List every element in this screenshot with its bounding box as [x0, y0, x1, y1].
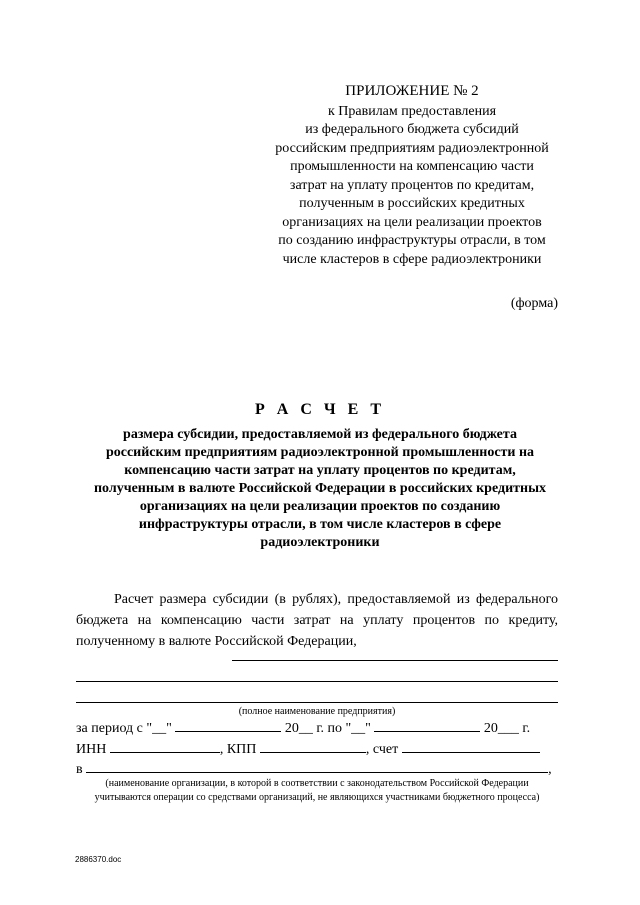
period-end-field[interactable]: [374, 719, 480, 732]
subtitle-line: размера субсидии, предоставляемой из федерального бюджета: [123, 427, 517, 442]
appendix-line: промышленности на компенсацию части: [290, 159, 534, 174]
inn-label: ИНН: [76, 742, 107, 757]
subtitle-line: полученным в валюте Российской Федерации в российских кредитных: [93, 481, 547, 496]
calculation-paragraph: [76, 589, 558, 652]
kpp-field[interactable]: [260, 740, 366, 753]
period-middle: 20__ г. по "__": [284, 721, 371, 736]
bank-row: [76, 760, 558, 778]
document-heading: Р А С Ч Е Т: [255, 401, 385, 418]
enterprise-name-field-3[interactable]: [76, 702, 558, 703]
appendix-line: полученным в российских кредитных: [299, 196, 525, 211]
form-label: (форма): [510, 296, 558, 311]
org-caption-line: (наименование организации, в которой в соответствии с законодательством Российской Федерации: [105, 778, 529, 789]
enterprise-caption: (полное наименование предприятия): [238, 706, 396, 717]
bank-prefix: в: [76, 762, 83, 777]
appendix-title: ПРИЛОЖЕНИЕ № 2: [345, 83, 479, 99]
appendix-header: [262, 82, 562, 269]
enterprise-name-field-2[interactable]: [76, 681, 558, 682]
subtitle-line: компенсацию части затрат на уплату процентов по кредитам,: [124, 463, 516, 478]
paragraph-text: Расчет размера субсидии (в рублях), предоставляемой из федерального бюджета на компенсацию части затрат на уплату процентов по кредиту, полученному в валюте Российской Федерации,: [76, 592, 558, 649]
period-row: [76, 719, 530, 737]
bank-suffix: ,: [548, 762, 552, 777]
ids-row: [76, 740, 540, 758]
enterprise-name-field[interactable]: [232, 660, 558, 661]
appendix-line: числе кластеров в сфере радиоэлектроники: [282, 251, 542, 267]
document-subtitle: [75, 426, 565, 552]
organization-caption: [56, 777, 578, 805]
appendix-line: российским предприятиям радиоэлектронной: [275, 140, 549, 156]
account-label: , счет: [365, 742, 399, 757]
kpp-label: , КПП: [219, 742, 257, 757]
inn-field[interactable]: [110, 740, 220, 753]
subtitle-line: организациях на цели реализации проектов по созданию: [139, 499, 501, 514]
subtitle-line: инфраструктуры отрасли, в том числе кластеров в сфере: [138, 517, 502, 532]
appendix-line: по созданию инфраструктуры отрасли, в том: [278, 233, 546, 248]
period-prefix: за период с "__": [76, 721, 172, 736]
org-caption-line: учитываются операции со средствами организаций, не являющихся участниками бюджетного процесса): [94, 792, 540, 803]
appendix-line: из федерального бюджета субсидий: [305, 122, 519, 137]
subtitle-line: радиоэлектроники: [260, 535, 380, 550]
period-start-field[interactable]: [175, 719, 281, 732]
file-footer: 2886370.doc: [75, 855, 122, 864]
appendix-line: затрат на уплату процентов по кредитам,: [289, 177, 535, 193]
bank-field[interactable]: [86, 760, 548, 773]
account-field[interactable]: [402, 740, 540, 753]
period-suffix: 20___ г.: [483, 721, 531, 736]
appendix-line: организациях на цели реализации проектов: [282, 214, 542, 230]
subtitle-line: российским предприятиям радиоэлектронной промышленности на: [105, 445, 535, 460]
appendix-line: к Правилам предоставления: [327, 103, 497, 119]
